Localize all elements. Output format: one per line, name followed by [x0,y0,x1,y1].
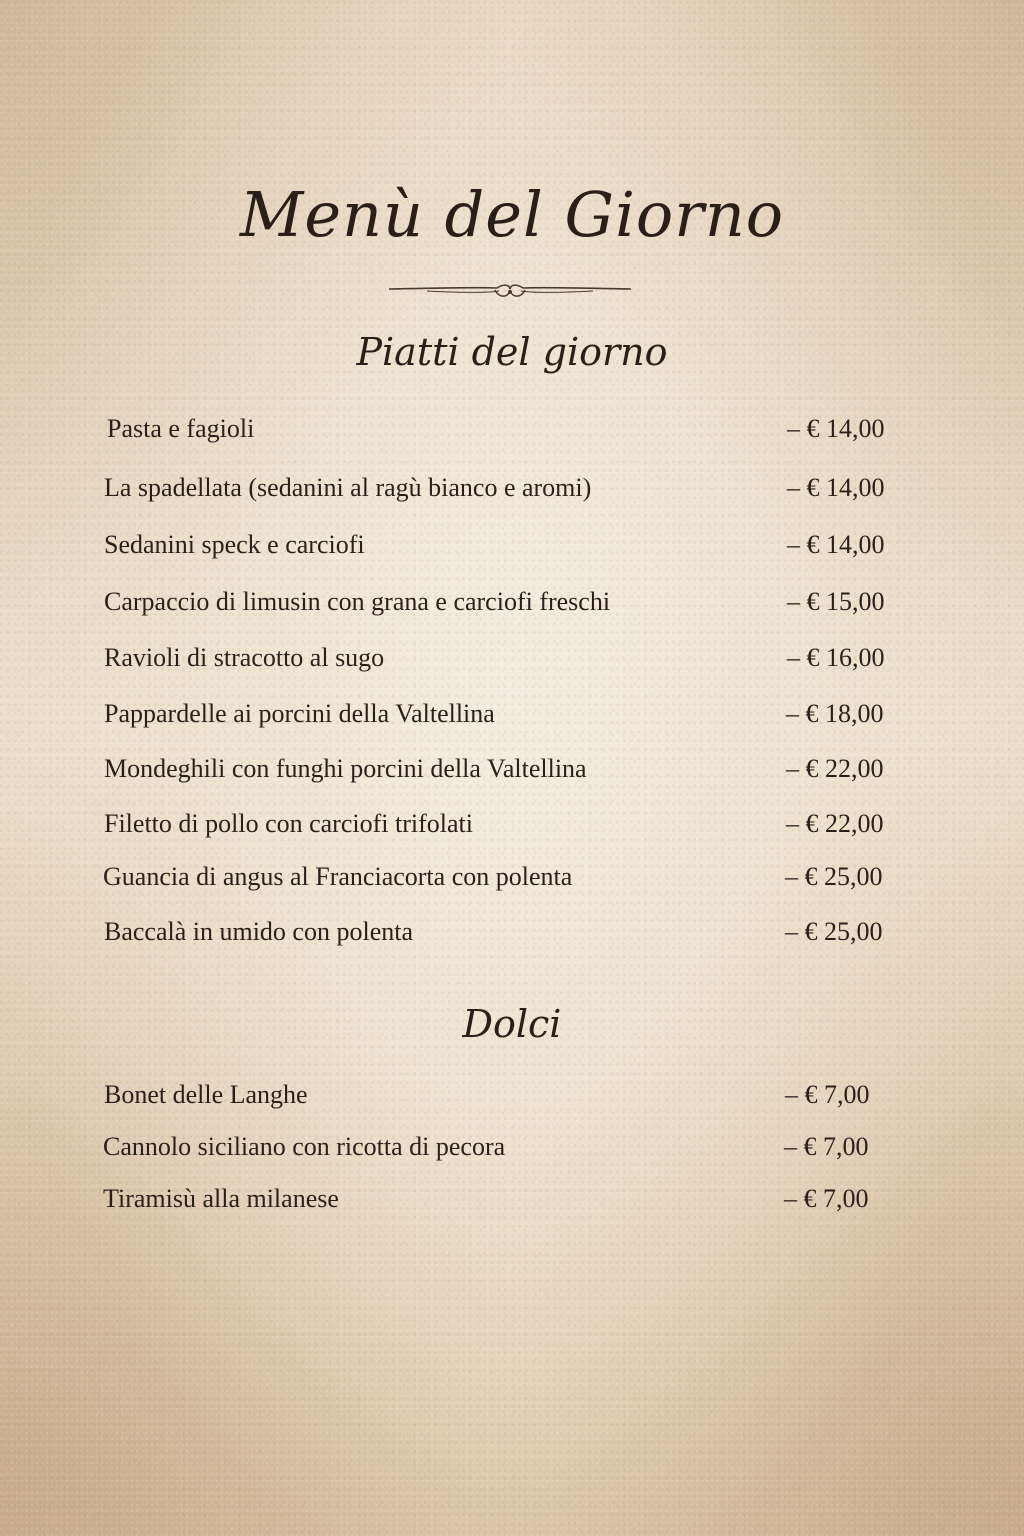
item-price: – € 25,00 [785,862,883,891]
item-price: – € 7,00 [784,1184,869,1213]
item-price: – € 7,00 [785,1080,870,1109]
item-price: – € 16,00 [787,643,885,672]
item-price: – € 15,00 [787,587,885,616]
menu-title: Menù del Giorno [239,178,785,251]
item-name: Carpaccio di limusin con grana e carciofi freschi [104,587,611,616]
item-name: La spadellata (sedanini al ragù bianco e aromi) [104,473,592,502]
section-title-piatti: Piatti del giorno [356,330,668,374]
item-price: – € 14,00 [787,473,885,502]
item-name: Pasta e fagioli [107,414,255,443]
item-name: Sedanini speck e carciofi [104,530,365,559]
item-name: Guancia di angus al Franciacorta con polenta [103,862,573,891]
item-price: – € 7,00 [784,1132,869,1161]
item-name: Bonet delle Langhe [104,1080,308,1109]
item-price: – € 25,00 [785,917,883,946]
item-price: – € 18,00 [786,699,884,728]
item-name: Tiramisù alla milanese [103,1184,339,1213]
item-name: Cannolo siciliano con ricotta di pecora [103,1132,506,1161]
item-name: Mondeghili con funghi porcini della Valtellina [104,754,587,783]
item-name: Filetto di pollo con carciofi trifolati [104,809,473,838]
item-price: – € 14,00 [787,530,885,559]
item-name: Ravioli di stracotto al sugo [104,643,385,672]
section-title-dolci: Dolci [462,1002,562,1046]
item-price: – € 22,00 [786,754,884,783]
item-price: – € 22,00 [786,809,884,838]
item-name: Baccalà in umido con polenta [104,917,414,946]
item-price: – € 14,00 [787,414,885,443]
item-name: Pappardelle ai porcini della Valtellina [104,699,495,728]
